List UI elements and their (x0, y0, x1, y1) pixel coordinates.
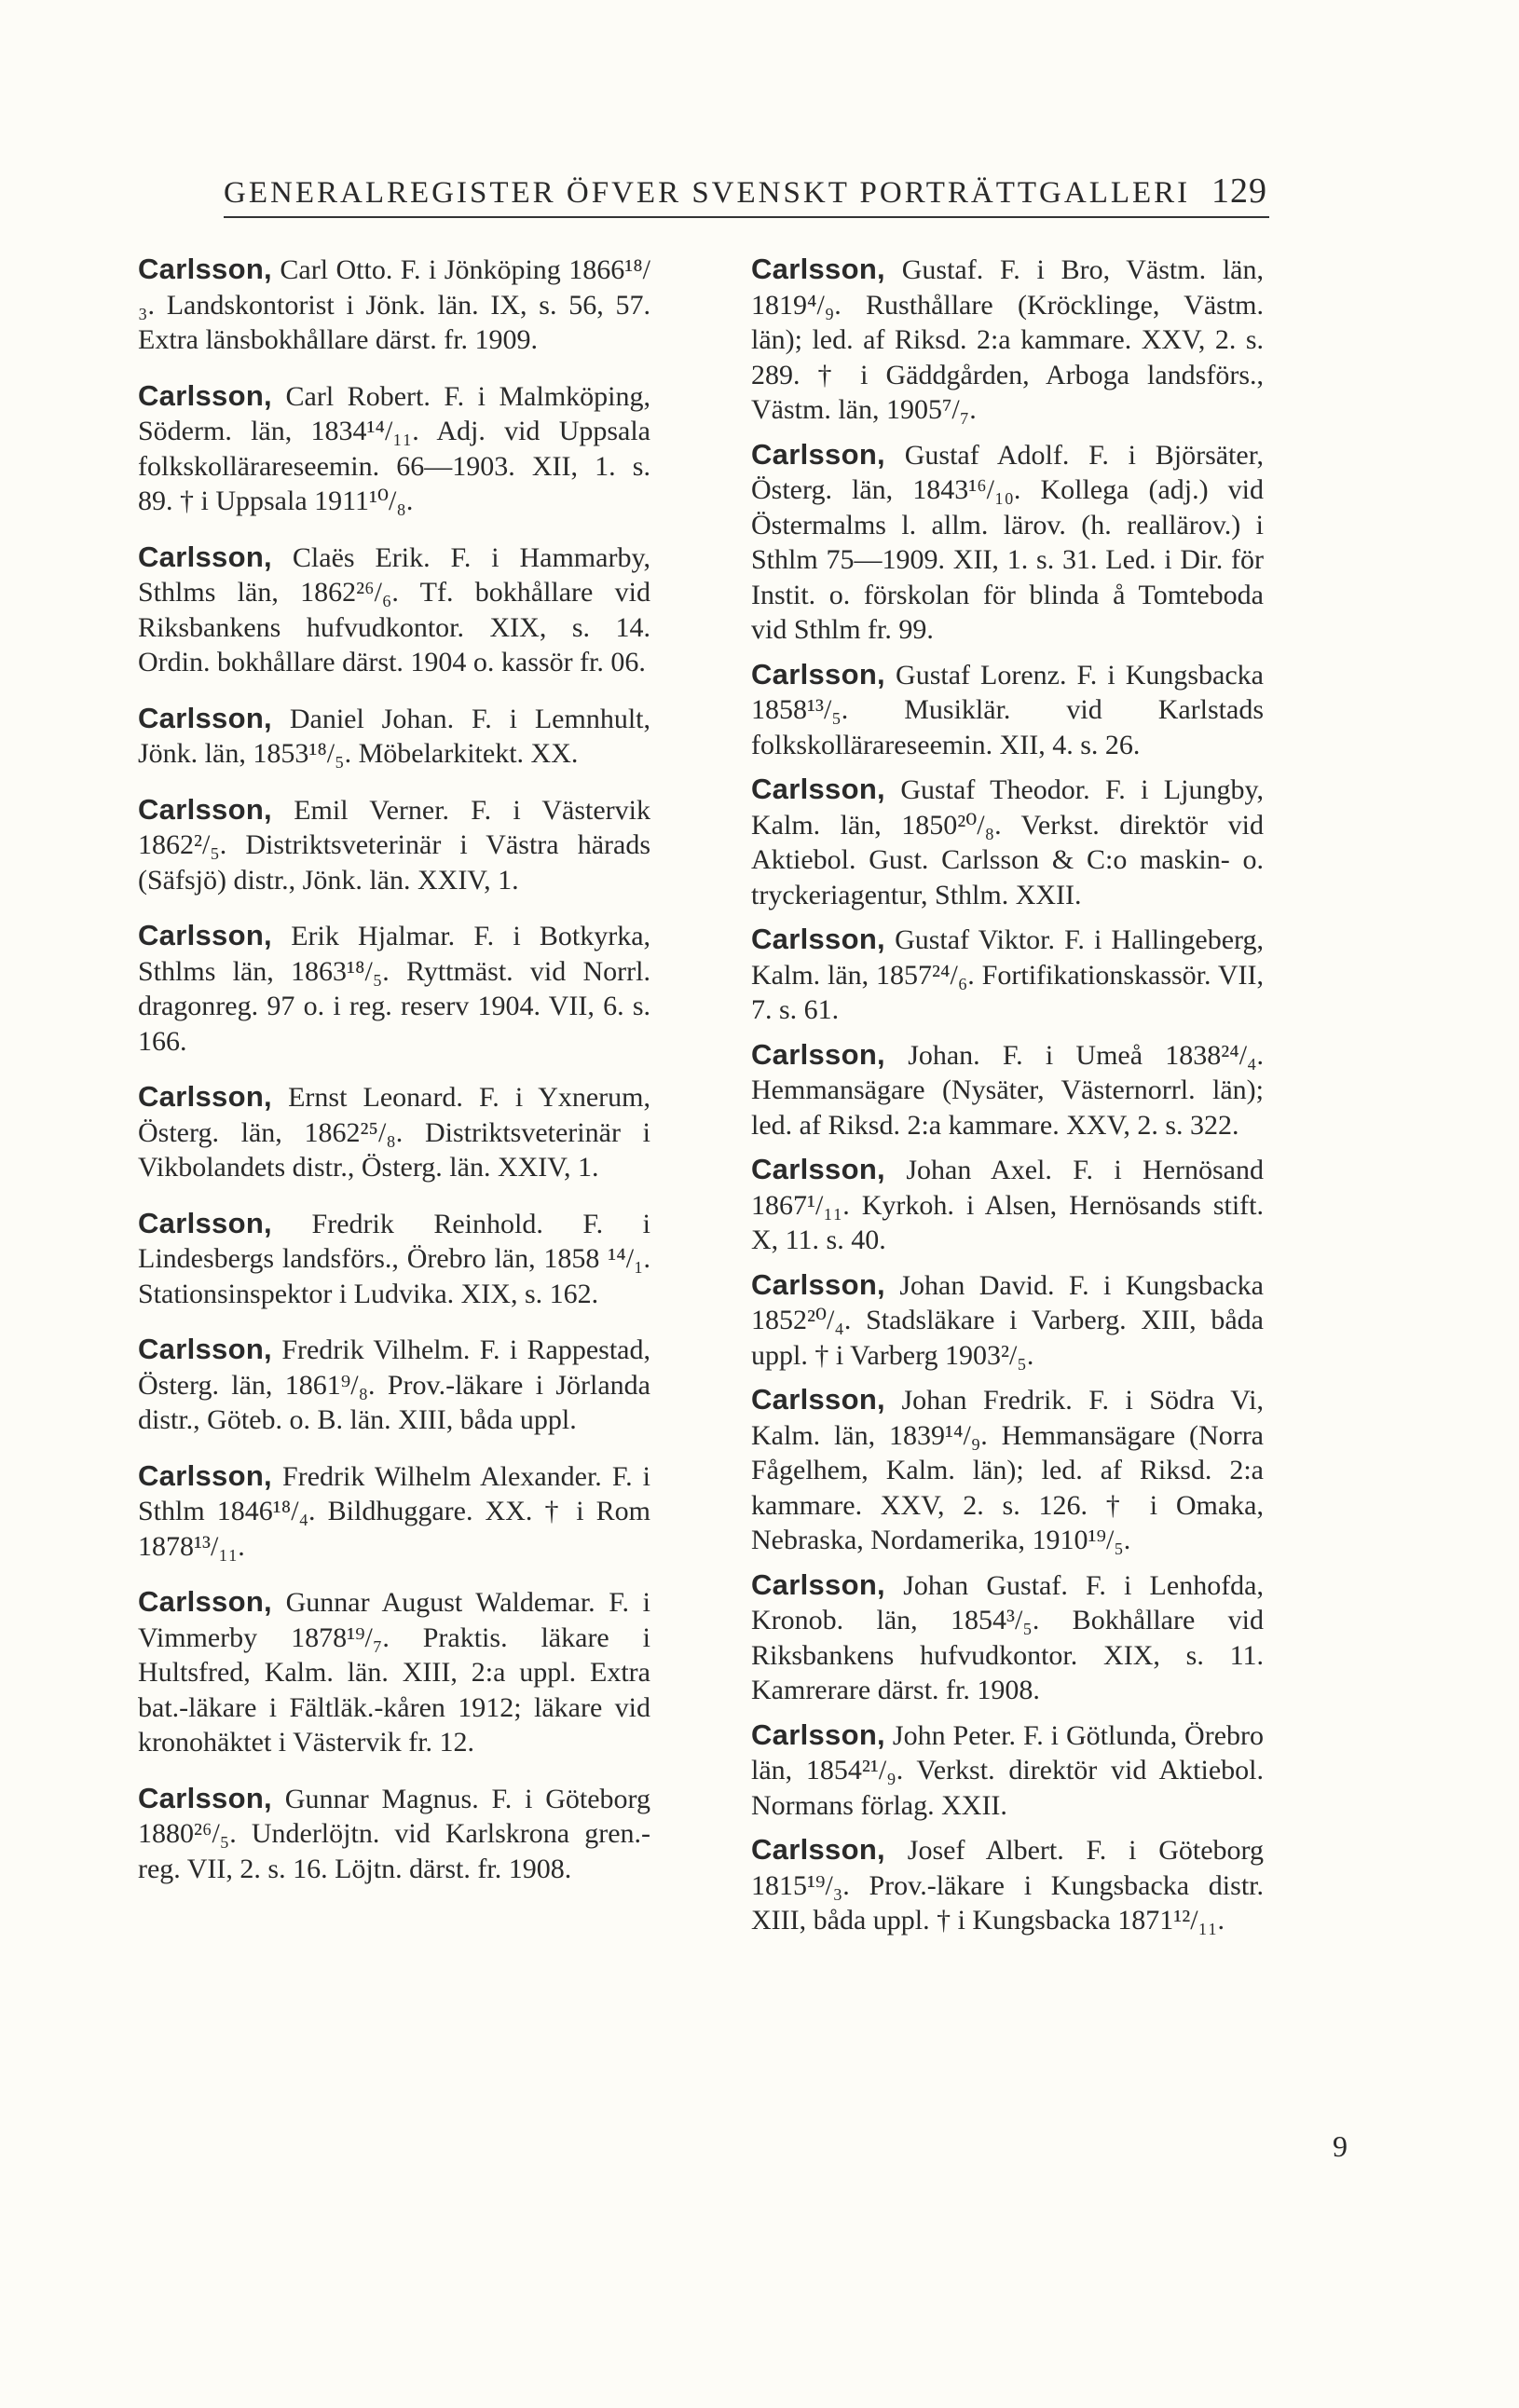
entry-text: Johan. F. i Umeå 1838²⁴/₄. Hemmansägare (Nysäter, Västernorrl. län); led. af Riksd. 2:a kammare. XXV, 2. s. 322. (751, 1039, 1264, 1141)
entry-text: Gustaf. F. i Bro, Västm. län, 1819⁴/₉. Rusthållare (Kröcklinge, Västm. län); led. af Riksd. 2:a kammare. XXV, 2. s. 289. † i Gäddgården, Arboga landsförs., Västm. län, 1905⁷/₇. (751, 254, 1265, 425)
entry-surname: Carlsson, (751, 1383, 885, 1416)
entry-surname: Carlsson, (751, 1717, 885, 1751)
entry-surname: Carlsson, (751, 657, 885, 691)
register-entry (138, 792, 650, 898)
entry-surname: Carlsson, (751, 1267, 885, 1301)
entry-surname: Carlsson, (138, 919, 272, 951)
entry-text: Gustaf Lorenz. F. i Kungsbacka 1858¹³/₅. Musiklär. vid Karlstads folkskollärareseemin. XII, 4. s. 26. (751, 659, 1264, 760)
entry-text: Gustaf Adolf. F. i Björsäter, Österg. län, 1843¹⁶/₁₀. Kollega (adj.) vid Östermalms l. allm. lärov. (h. reallärov.) i Sthlm 75—1909. XII, 1. s. 31. Led. i Dir. för Instit. o. förskolan för blinda å Tomteboda vid Sthlm fr. 99. (751, 439, 1264, 645)
signature-mark: 9 (1333, 2129, 1348, 2163)
register-entry (138, 1458, 650, 1565)
entry-text: Ernst Leonard. F. i Yxnerum, Österg. län, 1862²⁵/₈. Distriktsveterinär i Vikbolandets distr., Österg. län. XXIV, 1. (138, 1082, 650, 1183)
entry-surname: Carlsson, (751, 437, 885, 471)
register-entry (751, 1567, 1264, 1708)
entry-text: Johan Gustaf. F. i Lenhofda, Kronob. län, 1854³/₅. Bokhållare vid Riksbankens hufvudkontor. XIX, s. 11. Kamrerare därst. fr. 1908. (751, 1569, 1264, 1705)
register-entry (751, 1832, 1264, 1938)
register-entry (138, 1332, 650, 1438)
entry-surname: Carlsson, (751, 773, 885, 805)
entry-surname: Carlsson, (751, 1037, 885, 1071)
entry-text: Gustaf Theodor. F. i Ljungby, Kalm. län, 1850²⁰/₈. Verkst. direktör vid Aktiebol. Gust. Carlsson & C:o maskin- o. tryckeriagentur, Sthlm. XXII. (751, 774, 1264, 910)
entry-surname: Carlsson, (751, 1153, 885, 1185)
register-entry (138, 1079, 650, 1185)
entry-text: Josef Albert. F. i Göteborg 1815¹⁹/₃. Prov.-läkare i Kungsbacka distr. XIII, båda uppl. † i Kungsbacka 1871¹²/₁₁. (751, 1835, 1264, 1936)
page-number: 129 (1211, 171, 1267, 211)
register-entry (138, 1781, 650, 1887)
entry-surname: Carlsson, (138, 1206, 272, 1239)
register-entry (751, 437, 1264, 648)
entry-text: Johan Axel. F. i Hernösand 1867¹/₁₁. Kyrkoh. i Alsen, Hernösands stift. X, 11. s. 40. (751, 1155, 1264, 1255)
entry-text: Fredrik Reinhold. F. i Lindesbergs landsförs., Örebro län, 1858 ¹⁴/₁. Stationsinspektor i Ludvika. XIX, s. 162. (138, 1208, 651, 1309)
register-entry (751, 1382, 1264, 1558)
entry-text: Claës Erik. F. i Hammarby, Sthlms län, 1862²⁶/₆. Tf. bokhållare vid Riksbankens hufvudkontor. XIX, s. 14. Ordin. bokhållare därst. 1904 o. kassör fr. 06. (138, 541, 650, 677)
entry-text: Emil Verner. F. i Västervik 1862²/₅. Distriktsveterinär i Västra härads (Säfsjö) distr., Jönk. län. XXIV, 1. (138, 794, 650, 896)
register-entry (751, 1152, 1264, 1258)
entry-surname: Carlsson, (138, 253, 272, 285)
entry-text: Fredrik Wilhelm Alexander. F. i Sthlm 1846¹⁸/₄. Bildhuggare. XX. † i Rom 1878¹³/₁₁. (138, 1460, 650, 1562)
entry-text: Gunnar Magnus. F. i Göteborg 1880²⁶/₅. Underlöjtn. vid Karlskrona gren.-reg. VII, 2. s. 16. Löjtn. därst. fr. 1908. (138, 1783, 650, 1884)
entry-text: Erik Hjalmar. F. i Botkyrka, Sthlms län, 1863¹⁸/₅. Ryttmäst. vid Norrl. dragonreg. 97 o. i reg. reserv 1904. VII, 6. s. 166. (138, 921, 651, 1057)
entry-surname: Carlsson, (138, 792, 272, 826)
register-entry (751, 922, 1264, 1028)
entry-surname: Carlsson, (138, 1458, 272, 1492)
entry-surname: Carlsson, (751, 923, 885, 955)
entry-surname: Carlsson, (751, 1833, 885, 1866)
header-rule (224, 216, 1269, 218)
entry-text: Johan David. F. i Kungsbacka 1852²⁰/₄. Stadsläkare i Varberg. XIII, båda uppl. † i Varberg 1903²/₅. (751, 1269, 1264, 1371)
entry-surname: Carlsson, (751, 253, 885, 285)
entry-surname: Carlsson, (751, 1567, 885, 1601)
entry-text: Daniel Johan. F. i Lemnhult, Jönk. län, 1853¹⁸/₅. Möbelarkitekt. XX. (138, 703, 650, 769)
header-title: GENERALREGISTER ÖFVER SVENSKT PORTRÄTTGALLERI (224, 176, 1191, 210)
register-entry (751, 1717, 1264, 1824)
entry-surname: Carlsson, (138, 1585, 272, 1618)
register-entry (751, 252, 1264, 428)
register-entry (138, 540, 650, 680)
register-entry (138, 1584, 650, 1760)
register-entry (138, 701, 650, 772)
entry-surname: Carlsson, (138, 1333, 272, 1365)
left-column (138, 252, 650, 1907)
register-entry (138, 252, 650, 358)
register-entry (751, 1267, 1264, 1374)
entry-text: Gunnar August Waldemar. F. i Vimmerby 1878¹⁹/₇. Praktis. läkare i Hultsfred, Kalm. län. XIII, 2:a uppl. Extra bat.-läkare i Fältläk.-kåren 1912; läkare vid kronohäktet i Västervik fr. 12. (138, 1587, 651, 1758)
register-entry (138, 1206, 650, 1312)
entry-text: Carl Robert. F. i Malmköping, Söderm. län, 1834¹⁴/₁₁. Adj. vid Uppsala folkskollärareseemin. 66—1903. XII, 1. s. 89. † i Uppsala 1911¹⁰/₈. (138, 380, 651, 516)
register-entry (751, 772, 1264, 912)
entry-text: Johan Fredrik. F. i Södra Vi, Kalm. län, 1839¹⁴/₉. Hemmansägare (Norra Fågelhem, Kalm. län); led. af Riksd. 2:a kammare. XXV, 2. s. 126. † i Omaka, Nebraska, Nordamerika, 1910¹⁹/₅. (751, 1385, 1265, 1555)
entry-surname: Carlsson, (138, 701, 272, 734)
entry-text: Gustaf Viktor. F. i Hallingeberg, Kalm. län, 1857²⁴/₆. Fortifikationskassör. VII, 7. s. 61. (751, 924, 1264, 1025)
right-column (751, 252, 1264, 1948)
register-entry (138, 378, 650, 519)
register-entry (138, 918, 650, 1059)
register-entry (751, 1037, 1264, 1143)
register-entry (751, 657, 1264, 763)
entry-surname: Carlsson, (138, 1781, 272, 1814)
running-header (224, 171, 1267, 212)
entry-text: John Peter. F. i Götlunda, Örebro län, 1854²¹/₉. Verkst. direktör vid Aktiebol. Normans förlag. XXII. (751, 1719, 1264, 1821)
entry-surname: Carlsson, (138, 540, 272, 573)
entry-surname: Carlsson, (138, 378, 272, 412)
entry-text: Fredrik Vilhelm. F. i Rappestad, Österg. län, 1861⁹/₈. Prov.-läkare i Jörlanda distr., Göteb. o. B. län. XIII, båda uppl. (138, 1334, 650, 1435)
entry-text: Carl Otto. F. i Jönköping 1866¹⁸/₃. Landskontorist i Jönk. län. IX, s. 56, 57. Extra länsbokhållare därst. fr. 1909. (138, 254, 650, 355)
entry-surname: Carlsson, (138, 1080, 272, 1113)
